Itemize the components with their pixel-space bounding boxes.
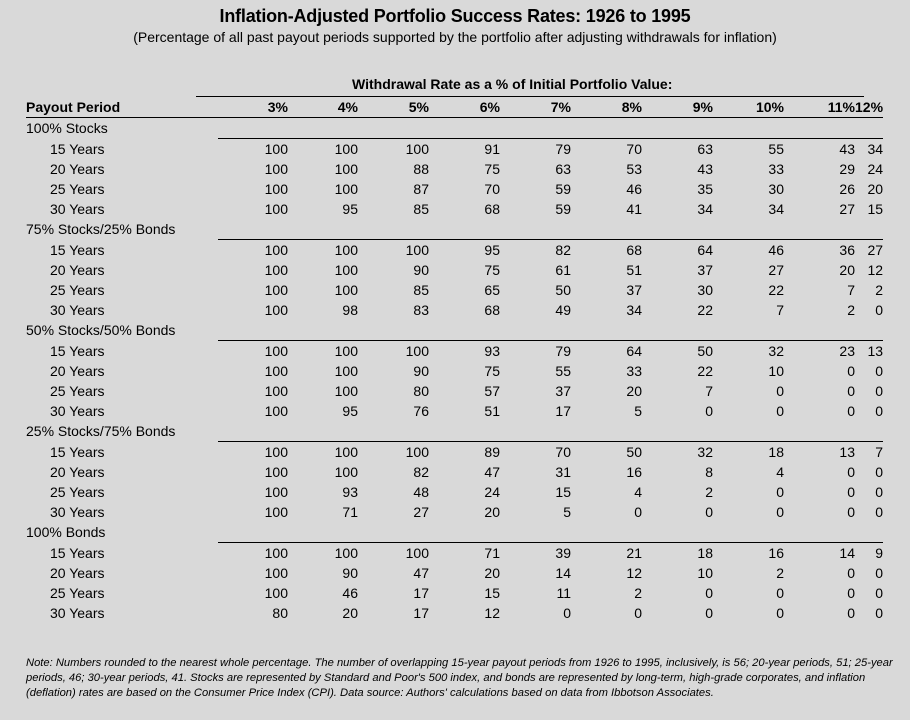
success-rate-cell: 0	[875, 363, 884, 379]
success-rate-cell: 100	[264, 201, 288, 217]
success-rate-cell: 0	[776, 403, 784, 419]
success-rate-cell: 12	[484, 605, 500, 621]
success-rate-cell: 20	[839, 262, 855, 278]
success-rate-cell: 30	[768, 181, 784, 197]
success-rate-cell: 7	[847, 282, 855, 298]
success-rate-cell: 70	[500, 442, 571, 463]
payout-period-label: 30 Years	[50, 504, 105, 520]
success-rate-cell: 90	[413, 262, 429, 278]
success-rate-cell: 70	[571, 139, 642, 160]
success-rate-cell: 23	[784, 341, 855, 362]
success-rate-cell: 100	[288, 240, 358, 261]
success-rate-cell: 93	[429, 341, 500, 362]
success-rate-cell: 100	[264, 484, 288, 500]
success-rate-cell: 22	[697, 302, 713, 318]
section-row	[26, 522, 883, 543]
success-rate-cell: 55	[713, 139, 784, 160]
success-rate-cell: 22	[697, 363, 713, 379]
table-row	[26, 199, 883, 219]
success-rate-cell: 85	[413, 201, 429, 217]
success-rate-cell: 100	[288, 543, 358, 564]
success-rate-cell: 100	[358, 139, 429, 160]
success-rate-cell: 26	[839, 181, 855, 197]
success-rate-cell: 27	[413, 504, 429, 520]
payout-period-header: Payout Period	[26, 97, 218, 118]
success-rate-cell: 0	[875, 383, 884, 399]
success-rate-cell: 34	[626, 302, 642, 318]
success-rate-cell: 100	[264, 181, 288, 197]
success-rate-cell: 100	[334, 282, 358, 298]
success-rate-cell: 100	[218, 543, 288, 564]
success-rate-cell: 100	[334, 161, 358, 177]
payout-period-label: 15 Years	[50, 443, 105, 460]
success-rate-cell: 34	[855, 139, 883, 160]
success-rate-cell: 50	[642, 341, 713, 362]
success-rate-cell: 100	[334, 383, 358, 399]
rate-column-header: 9%	[642, 97, 713, 118]
success-rate-cell: 100	[288, 139, 358, 160]
payout-period-label: 15 Years	[50, 140, 105, 157]
success-rate-cell: 100	[218, 341, 288, 362]
success-rate-cell: 0	[875, 585, 884, 601]
payout-period-label: 30 Years	[50, 201, 105, 217]
success-rate-cell: 27	[839, 201, 855, 217]
table-body	[26, 118, 883, 624]
success-rate-cell: 24	[867, 161, 884, 177]
withdrawal-rate-header: Withdrawal Rate as a % of Initial Portfolio Value:	[352, 76, 673, 92]
table-row	[26, 502, 883, 522]
success-rate-cell: 34	[768, 201, 784, 217]
success-rate-cell: 68	[484, 201, 500, 217]
success-rate-cell: 70	[484, 181, 500, 197]
success-rate-cell: 64	[571, 341, 642, 362]
success-rate-cell: 100	[264, 262, 288, 278]
success-rate-cell: 8	[705, 464, 713, 480]
success-rate-cell: 100	[334, 363, 358, 379]
success-rate-cell: 48	[413, 484, 429, 500]
rate-column-header: 3%	[218, 97, 288, 118]
success-rate-cell: 35	[697, 181, 713, 197]
success-rate-cell: 33	[768, 161, 784, 177]
success-rate-cell: 20	[342, 605, 358, 621]
success-rate-cell: 0	[563, 605, 571, 621]
success-rate-cell: 100	[264, 161, 288, 177]
allocation-label: 75% Stocks/25% Bonds	[26, 221, 176, 237]
success-rate-cell: 22	[768, 282, 784, 298]
success-rate-cell: 41	[626, 201, 642, 217]
success-rate-cell: 0	[705, 403, 713, 419]
payout-period-label: 15 Years	[50, 342, 105, 359]
success-rate-cell: 37	[697, 262, 713, 278]
success-rate-cell: 100	[264, 585, 288, 601]
allocation-label: 100% Bonds	[26, 524, 106, 540]
success-rate-cell: 2	[705, 484, 713, 500]
payout-period-label: 30 Years	[50, 302, 105, 318]
success-rate-cell: 0	[847, 605, 855, 621]
success-rate-cell: 24	[484, 484, 500, 500]
success-rate-cell: 0	[776, 484, 784, 500]
success-rate-cell: 100	[264, 504, 288, 520]
success-rate-cell: 75	[484, 363, 500, 379]
success-rate-cell: 90	[342, 565, 358, 581]
success-rate-cell: 4	[634, 484, 642, 500]
success-rate-cell: 88	[413, 161, 429, 177]
success-rate-cell: 59	[555, 201, 571, 217]
table-row	[26, 341, 883, 362]
table-row	[26, 482, 883, 502]
success-rate-cell: 15	[555, 484, 571, 500]
payout-period-label: 20 Years	[50, 262, 105, 278]
table-row	[26, 139, 883, 160]
success-rate-cell: 0	[875, 464, 884, 480]
success-rate-cell: 100	[264, 302, 288, 318]
table-row	[26, 159, 883, 179]
payout-period-label: 25 Years	[50, 484, 105, 500]
payout-period-label: 25 Years	[50, 383, 105, 399]
document-title: Inflation-Adjusted Portfolio Success Rates: 1926 to 1995	[219, 6, 691, 26]
success-rate-cell: 98	[342, 302, 358, 318]
success-rate-cell: 12	[867, 262, 884, 278]
allocation-label: 100% Stocks	[26, 120, 108, 136]
success-rate-cell: 2	[847, 302, 855, 318]
success-rate-cell: 61	[555, 262, 571, 278]
success-rate-cell: 87	[413, 181, 429, 197]
section-row	[26, 118, 883, 139]
success-rate-cell: 100	[334, 181, 358, 197]
success-rate-cell: 32	[713, 341, 784, 362]
success-rate-cell: 0	[875, 302, 884, 318]
rate-column-header: 6%	[429, 97, 500, 118]
success-rate-cell: 15	[484, 585, 500, 601]
document-subtitle: (Percentage of all past payout periods supported by the portfolio after adjusting withdrawals for inflation)	[133, 29, 777, 45]
table-row	[26, 361, 883, 381]
success-rate-cell: 50	[555, 282, 571, 298]
success-rate-cell: 100	[264, 383, 288, 399]
success-rate-cell: 32	[642, 442, 713, 463]
success-rate-cell: 5	[634, 403, 642, 419]
success-rate-cell: 14	[784, 543, 855, 564]
success-rate-cell: 34	[697, 201, 713, 217]
success-rate-cell: 16	[626, 464, 642, 480]
success-rate-cell: 100	[334, 464, 358, 480]
table-row	[26, 563, 883, 583]
success-rate-cell: 29	[839, 161, 855, 177]
success-rate-cell: 2	[875, 282, 884, 298]
table-row	[26, 583, 883, 603]
section-row	[26, 320, 883, 341]
success-rate-cell: 46	[626, 181, 642, 197]
success-rate-cell: 0	[776, 504, 784, 520]
success-rate-cell: 49	[555, 302, 571, 318]
success-rate-cell: 0	[847, 565, 855, 581]
success-rate-cell: 27	[855, 240, 883, 261]
success-rate-cell: 0	[875, 504, 884, 520]
success-rate-cell: 27	[768, 262, 784, 278]
success-rate-cell: 18	[713, 442, 784, 463]
success-rate-cell: 100	[334, 262, 358, 278]
table-row	[26, 179, 883, 199]
success-rate-cell: 53	[626, 161, 642, 177]
success-rate-cell: 15	[867, 201, 884, 217]
table-row	[26, 543, 883, 564]
success-rate-cell: 46	[713, 240, 784, 261]
success-rate-cell: 75	[484, 262, 500, 278]
column-header-row	[26, 97, 883, 118]
success-rate-cell: 0	[847, 464, 855, 480]
success-rate-cell: 100	[288, 341, 358, 362]
table-row	[26, 240, 883, 261]
success-rate-cell: 17	[413, 585, 429, 601]
success-rate-cell: 43	[784, 139, 855, 160]
success-rate-cell: 0	[847, 383, 855, 399]
success-rate-cell: 57	[484, 383, 500, 399]
success-rate-cell: 85	[413, 282, 429, 298]
success-rate-cell: 2	[634, 585, 642, 601]
success-rate-cell: 0	[705, 585, 713, 601]
success-rate-cell: 0	[875, 605, 884, 621]
payout-period-label: 25 Years	[50, 282, 105, 298]
success-rate-cell: 95	[429, 240, 500, 261]
success-rate-cell: 51	[484, 403, 500, 419]
success-rate-cell: 14	[555, 565, 571, 581]
table-row	[26, 260, 883, 280]
success-rate-cell: 31	[555, 464, 571, 480]
success-rate-cell: 100	[358, 240, 429, 261]
success-rate-cell: 7	[776, 302, 784, 318]
success-rate-cell: 82	[413, 464, 429, 480]
success-rate-cell: 68	[484, 302, 500, 318]
success-rate-cell: 95	[342, 403, 358, 419]
success-rate-cell: 33	[626, 363, 642, 379]
rate-column-header: 11%	[784, 97, 855, 118]
success-rate-cell: 20	[484, 504, 500, 520]
success-rate-cell: 51	[626, 262, 642, 278]
success-rate-cell: 100	[218, 442, 288, 463]
success-rate-cell: 100	[264, 565, 288, 581]
success-rate-cell: 100	[358, 442, 429, 463]
success-rate-cell: 75	[484, 161, 500, 177]
success-rate-cell: 100	[264, 403, 288, 419]
success-rate-cell: 100	[218, 139, 288, 160]
rate-column-header: 5%	[358, 97, 429, 118]
section-row	[26, 421, 883, 442]
success-rate-cell: 20	[867, 181, 884, 197]
rate-column-header: 10%	[713, 97, 784, 118]
success-rate-cell: 20	[484, 565, 500, 581]
success-rate-cell: 80	[413, 383, 429, 399]
table-row	[26, 280, 883, 300]
success-rate-cell: 93	[342, 484, 358, 500]
rate-column-header: 4%	[288, 97, 358, 118]
success-rate-cell: 76	[413, 403, 429, 419]
success-rate-cell: 89	[429, 442, 500, 463]
success-rate-cell: 0	[847, 585, 855, 601]
success-rate-cell: 0	[705, 504, 713, 520]
success-rate-cell: 0	[634, 605, 642, 621]
success-rate-cell: 47	[484, 464, 500, 480]
success-rate-cell: 90	[413, 363, 429, 379]
payout-period-label: 25 Years	[50, 585, 105, 601]
success-rate-cell: 71	[429, 543, 500, 564]
success-rate-cell: 43	[697, 161, 713, 177]
success-rate-cell: 0	[847, 484, 855, 500]
success-rate-cell: 0	[634, 504, 642, 520]
success-rate-cell: 71	[342, 504, 358, 520]
success-rate-cell: 7	[855, 442, 883, 463]
success-rate-cell: 63	[642, 139, 713, 160]
success-rate-cell: 0	[776, 585, 784, 601]
success-rate-cell: 10	[697, 565, 713, 581]
success-rate-cell: 37	[626, 282, 642, 298]
success-rate-cell: 82	[500, 240, 571, 261]
success-rate-cell: 13	[855, 341, 883, 362]
success-rate-cell: 39	[500, 543, 571, 564]
success-rate-cell: 37	[555, 383, 571, 399]
success-rate-cell: 79	[500, 139, 571, 160]
success-rate-cell: 12	[626, 565, 642, 581]
success-rate-cell: 50	[571, 442, 642, 463]
success-rate-cell: 80	[272, 605, 288, 621]
success-rate-cell: 55	[555, 363, 571, 379]
success-rate-cell: 63	[555, 161, 571, 177]
payout-period-label: 30 Years	[50, 403, 105, 419]
payout-period-label: 20 Years	[50, 464, 105, 480]
success-rate-cell: 65	[484, 282, 500, 298]
success-rate-cell: 2	[776, 565, 784, 581]
allocation-label: 50% Stocks/50% Bonds	[26, 322, 176, 338]
success-rate-cell: 46	[342, 585, 358, 601]
success-rate-cell: 0	[847, 504, 855, 520]
success-rate-cell: 7	[705, 383, 713, 399]
payout-period-label: 15 Years	[50, 241, 105, 258]
success-rate-cell: 0	[875, 565, 884, 581]
success-rate-cell: 64	[642, 240, 713, 261]
success-rate-table	[26, 97, 883, 623]
success-rate-cell: 100	[358, 341, 429, 362]
success-rate-cell: 21	[571, 543, 642, 564]
success-rate-cell: 47	[413, 565, 429, 581]
success-rate-cell: 100	[264, 282, 288, 298]
success-rate-cell: 0	[705, 605, 713, 621]
payout-period-label: 20 Years	[50, 161, 105, 177]
success-rate-cell: 100	[264, 363, 288, 379]
success-rate-cell: 17	[413, 605, 429, 621]
payout-period-label: 20 Years	[50, 363, 105, 379]
footnote: Note: Numbers rounded to the nearest whole percentage. The number of overlapping 15-year payout periods from 1926 to 1995, inclusively, is 56; 20-year periods, 51; 25-year periods, 46; 30-year periods, 41. Stocks are represented by Standard and Poor's 500 index, and bonds are represented by long-term, high-grade corporates, and inflation (deflation) rates are based on the Consumer Price Index (CPI). Data source: Authors' calculations based on data from Ibbotson Associates.	[26, 657, 893, 699]
table-row	[26, 603, 883, 623]
rate-column-header: 8%	[571, 97, 642, 118]
success-rate-cell: 4	[776, 464, 784, 480]
allocation-label: 25% Stocks/75% Bonds	[26, 423, 176, 439]
success-rate-cell: 16	[713, 543, 784, 564]
success-rate-cell: 18	[642, 543, 713, 564]
table-row	[26, 462, 883, 482]
success-rate-cell: 91	[429, 139, 500, 160]
success-rate-cell: 11	[556, 585, 571, 601]
success-rate-cell: 0	[875, 484, 884, 500]
success-rate-cell: 100	[358, 543, 429, 564]
success-rate-cell: 10	[768, 363, 784, 379]
success-rate-cell: 0	[776, 605, 784, 621]
success-rate-cell: 5	[563, 504, 571, 520]
success-rate-cell: 0	[847, 363, 855, 379]
success-rate-cell: 68	[571, 240, 642, 261]
success-rate-cell: 79	[500, 341, 571, 362]
payout-period-label: 30 Years	[50, 605, 105, 621]
success-rate-cell: 20	[626, 383, 642, 399]
table-row	[26, 442, 883, 463]
success-rate-cell: 95	[342, 201, 358, 217]
success-rate-cell: 59	[555, 181, 571, 197]
payout-period-label: 20 Years	[50, 565, 105, 581]
success-rate-cell: 0	[776, 383, 784, 399]
section-row	[26, 219, 883, 240]
table-row	[26, 401, 883, 421]
success-rate-cell: 0	[847, 403, 855, 419]
payout-period-label: 15 Years	[50, 544, 105, 561]
payout-period-label: 25 Years	[50, 181, 105, 197]
table-row	[26, 300, 883, 320]
success-rate-cell: 9	[855, 543, 883, 564]
success-rate-cell: 0	[875, 403, 884, 419]
success-rate-cell: 100	[218, 240, 288, 261]
success-rate-cell: 13	[784, 442, 855, 463]
rate-column-header: 12%	[855, 97, 883, 118]
table-row	[26, 381, 883, 401]
success-rate-cell: 83	[413, 302, 429, 318]
success-rate-cell: 36	[784, 240, 855, 261]
rate-column-header: 7%	[500, 97, 571, 118]
success-rate-cell: 100	[264, 464, 288, 480]
success-rate-cell: 30	[697, 282, 713, 298]
success-rate-cell: 17	[555, 403, 571, 419]
success-rate-cell: 100	[288, 442, 358, 463]
